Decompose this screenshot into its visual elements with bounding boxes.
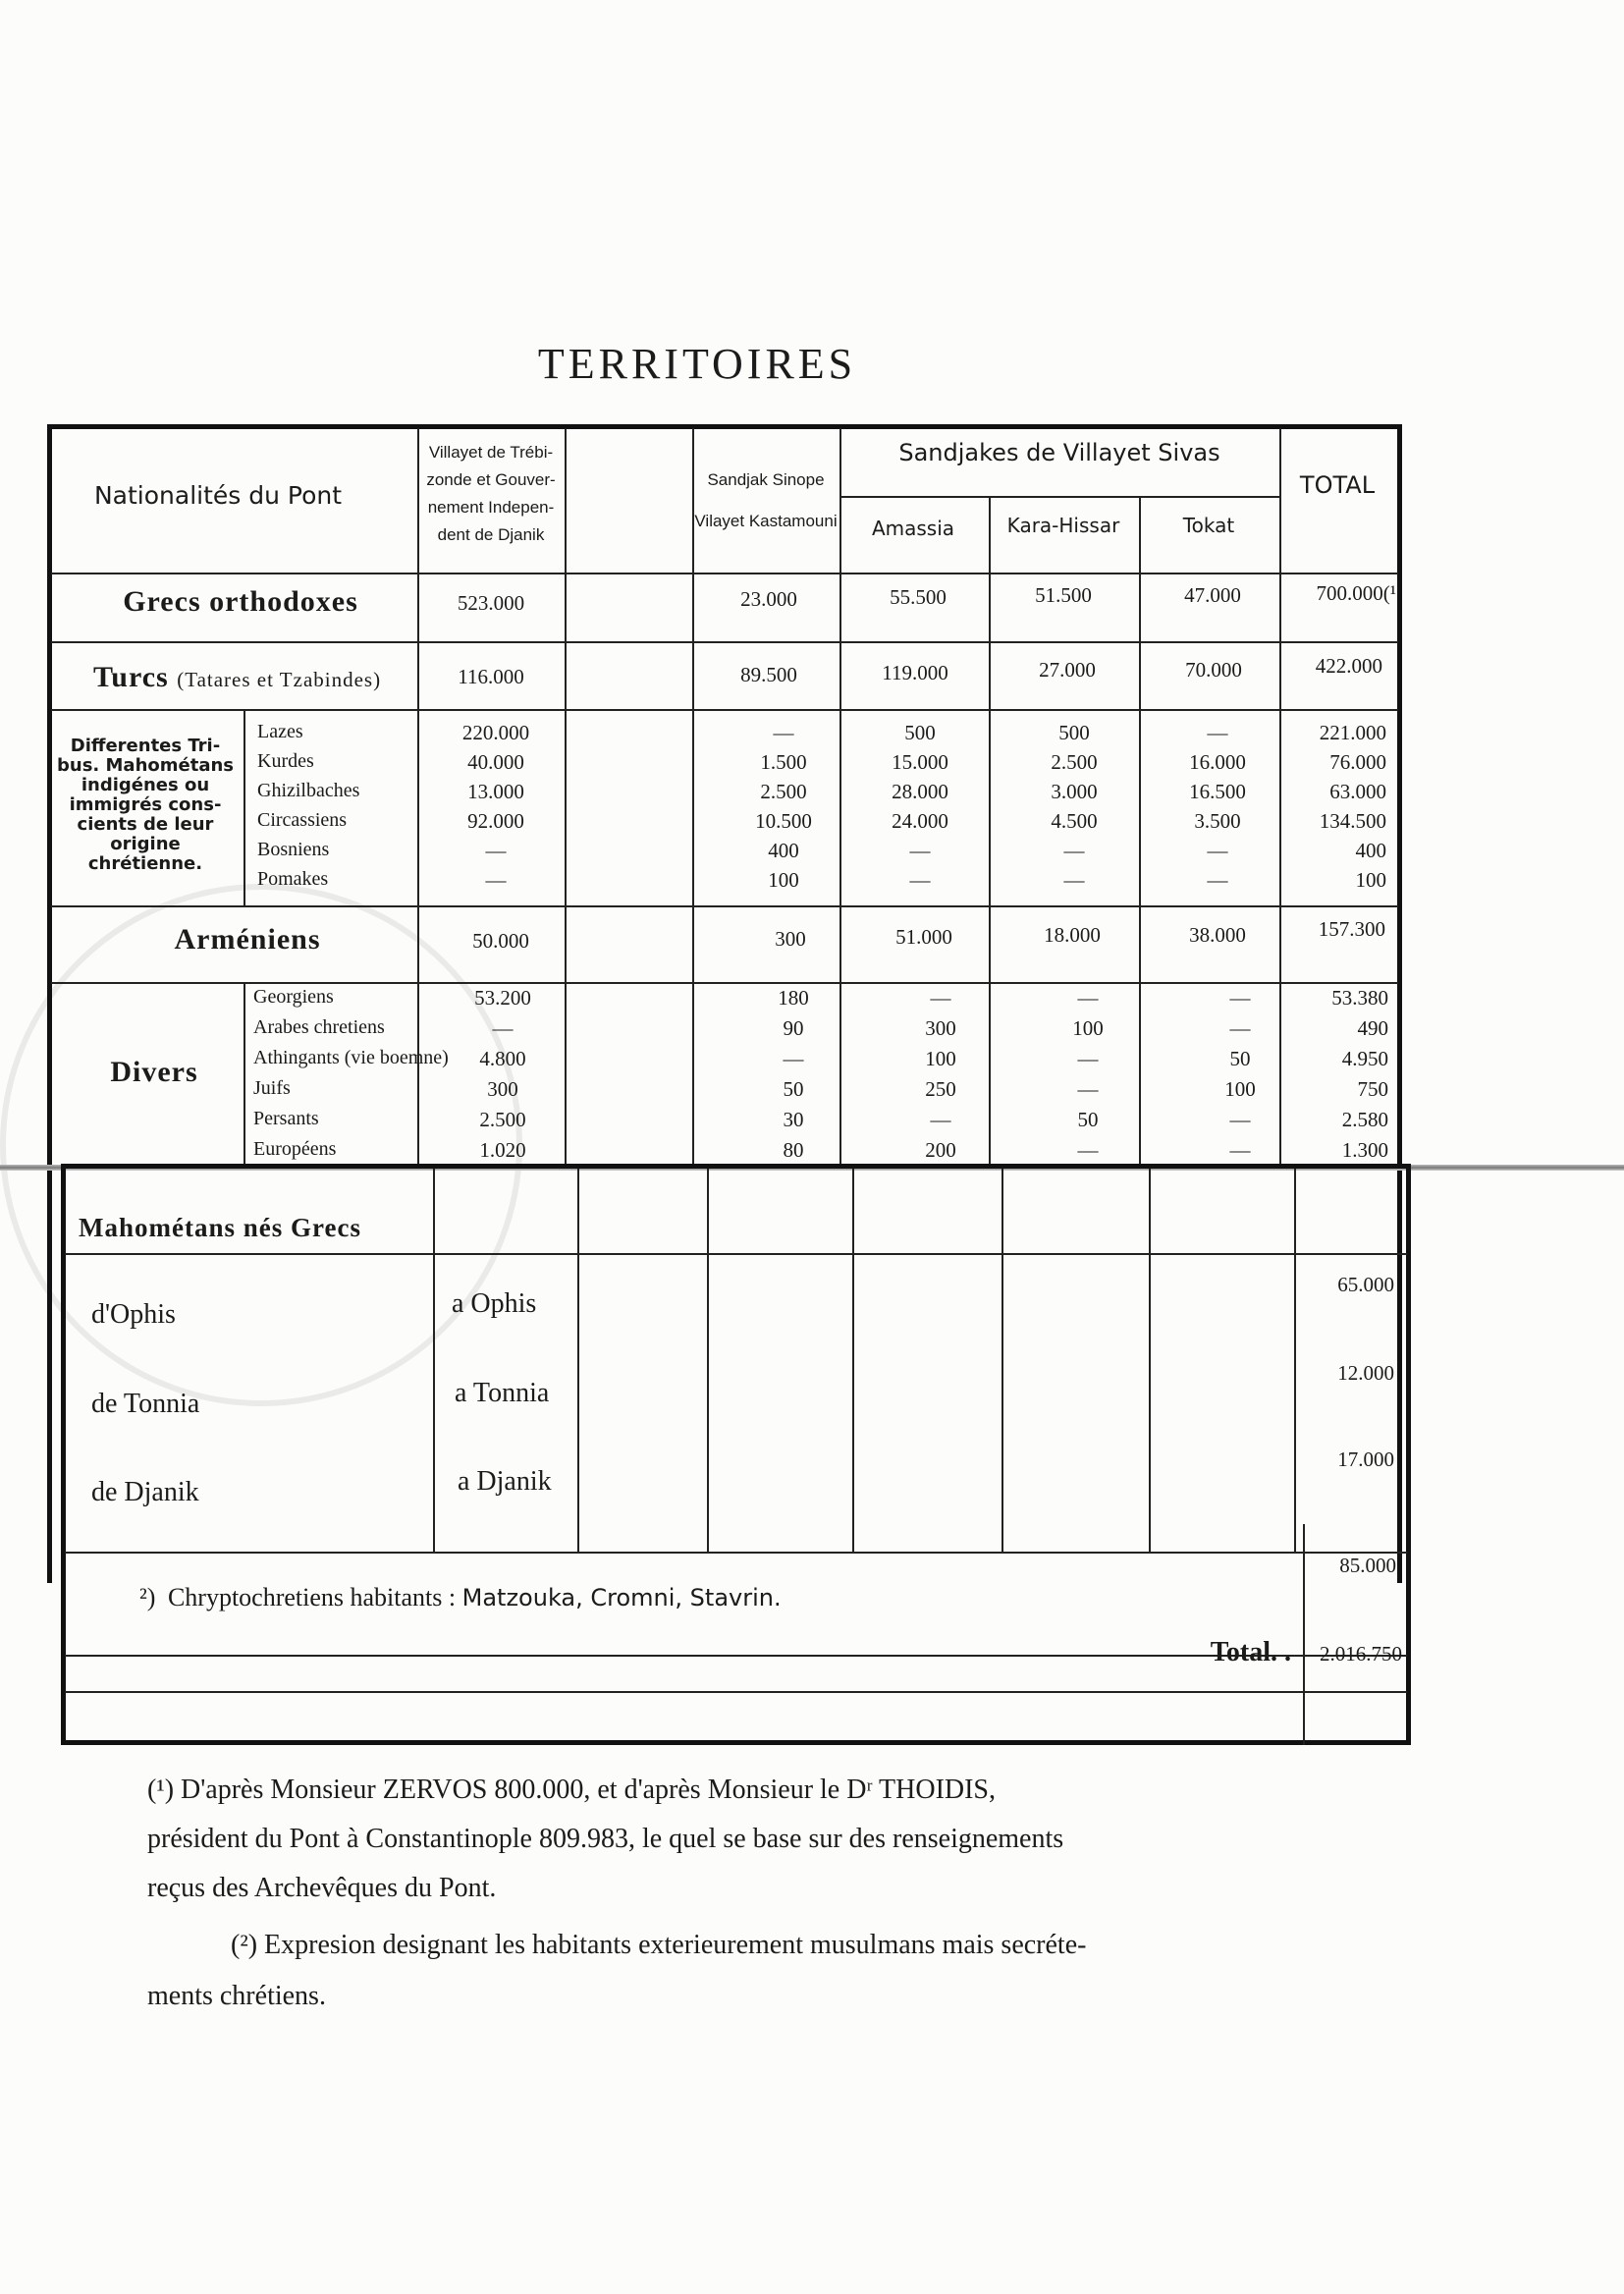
sub-row-label: Pomakes	[257, 868, 329, 890]
row-divider	[51, 709, 1398, 711]
sub-row-label: Kurdes	[257, 750, 314, 772]
sub-row-label: Ghizilbaches	[257, 780, 360, 801]
cell-value: 2.500	[760, 780, 807, 803]
cell-value: 500	[904, 721, 936, 744]
row-label-tribus: Differentes Tri- bus. Mahométans indigénes ou immigrés cons- cients de leur origine chrétienne.	[57, 736, 234, 874]
cell-total: 65.000	[1337, 1273, 1394, 1296]
footnote-2: (²) Expresion designant les habitants exterieurement musulmans mais secréte-	[231, 1930, 1087, 1960]
cell-value: 523.000	[457, 591, 525, 615]
cell-total: 490	[1357, 1016, 1388, 1040]
cell-value: —	[1077, 1047, 1099, 1070]
header-karahissar: Kara-Hissar	[1006, 514, 1120, 537]
sub-row-label: Juifs	[253, 1077, 291, 1099]
cell-value: —	[1229, 1016, 1251, 1040]
cell-value: 119.000	[882, 661, 948, 684]
cell-value: 92.000	[467, 809, 524, 833]
row-label-armeniens: Arméniens	[174, 923, 321, 956]
cell-value: 53.200	[474, 986, 531, 1010]
sub-row-label: Athingants (vie boemne)	[253, 1047, 449, 1068]
grand-total-label: Total. .	[1210, 1637, 1291, 1667]
col-divider	[433, 1169, 435, 1552]
cell-value: 100	[768, 868, 799, 892]
cell-total: 2.580	[1341, 1108, 1388, 1131]
row-divider	[65, 1655, 1407, 1657]
sub-row-label: Circassiens	[257, 809, 348, 831]
mahometans-to: a Tonnia	[455, 1378, 550, 1408]
row-divider	[51, 982, 1398, 984]
col-divider	[1001, 1169, 1003, 1552]
sub-row-label: Européens	[253, 1138, 337, 1160]
footnote-2-cont: ments chrétiens.	[147, 1981, 326, 2011]
col-divider	[1294, 1169, 1296, 1552]
cell-value: —	[1229, 1108, 1251, 1131]
col-divider	[839, 428, 841, 1165]
cell-value: 50	[1229, 1047, 1251, 1070]
header-trebizonde: Villayet de Trébi- zonde et Gouver- nement Indepen- dent de Djanik	[426, 443, 556, 544]
cell-value: —	[1207, 839, 1228, 862]
cell-value: 50	[1077, 1108, 1099, 1131]
col-divider	[244, 709, 245, 905]
col-divider	[565, 428, 567, 1165]
cell-value: —	[1077, 1138, 1099, 1162]
cell-value: 1.500	[760, 750, 807, 774]
footnote-1: (¹) D'après Monsieur ZERVOS 800.000, et d'après Monsieur le Dʳ THOIDIS,	[147, 1775, 997, 1805]
row-divider	[51, 573, 1398, 574]
cell-total: 750	[1357, 1077, 1388, 1101]
mahometans-heading: Mahométans nés Grecs	[79, 1213, 361, 1242]
cell-value: 38.000	[1189, 923, 1246, 947]
cell-value: 70.000	[1185, 658, 1242, 682]
cell-value: 220.000	[461, 721, 530, 744]
cell-value: 400	[768, 839, 799, 862]
cell-value: 16.500	[1189, 780, 1246, 803]
cell-value: 3.500	[1194, 809, 1241, 833]
row-label-turcs: Turcs (Tatares et Tzabindes)	[93, 661, 382, 693]
cell-value: —	[1063, 868, 1085, 892]
cell-value: —	[930, 1108, 951, 1131]
cell-value: —	[1229, 1138, 1251, 1162]
cell-total: 422.000	[1315, 654, 1382, 678]
col-divider	[244, 982, 245, 1165]
cell-total: 85.000	[1339, 1554, 1396, 1577]
mahometans-from: de Djanik	[91, 1477, 199, 1507]
row-label-grecs: Grecs orthodoxes	[123, 585, 358, 618]
cell-value: —	[1207, 868, 1228, 892]
col-divider	[707, 1169, 709, 1552]
cell-value: 24.000	[892, 809, 948, 833]
cell-value: 200	[925, 1138, 956, 1162]
mahometans-to: a Djanik	[458, 1466, 552, 1497]
col-divider	[1279, 428, 1281, 1165]
row-divider	[65, 1552, 1407, 1554]
cell-total: 4.950	[1341, 1047, 1388, 1070]
chrypto-row: ²) Chryptochretiens habitants : Matzouka, Cromni, Stavrin.	[139, 1583, 782, 1611]
header-sivas-group: Sandjakes de Villayet Sivas	[898, 439, 1220, 466]
cell-value: —	[1077, 1077, 1099, 1101]
footnote-1-cont: président du Pont à Constantinople 809.983, le quel se base sur des renseignements	[147, 1824, 1064, 1854]
cell-value: 16.000	[1189, 750, 1246, 774]
row-divider	[51, 641, 1398, 643]
col-divider	[1149, 1169, 1151, 1552]
cell-value: 3.000	[1051, 780, 1098, 803]
header-total: TOTAL	[1299, 471, 1376, 499]
cell-value: 15.000	[892, 750, 948, 774]
cell-value: —	[783, 1047, 804, 1070]
cell-value: 27.000	[1039, 658, 1096, 682]
cell-value: 23.000	[740, 587, 797, 611]
col-divider	[989, 496, 991, 1165]
cell-value: 80	[783, 1138, 804, 1162]
mahometans-table	[61, 1164, 1411, 1745]
sub-row-label: Arabes chretiens	[253, 1016, 385, 1038]
mahometans-from: de Tonnia	[91, 1389, 200, 1419]
cell-value: 18.000	[1044, 923, 1101, 947]
cell-value: —	[492, 1016, 514, 1040]
cell-total: 157.300	[1318, 917, 1385, 941]
cell-value: 100	[925, 1047, 956, 1070]
grand-total-value: 2.016.750	[1320, 1642, 1402, 1666]
cell-value: 51.000	[895, 925, 952, 949]
cell-value: 40.000	[467, 750, 524, 774]
cell-total: 700.000(¹	[1316, 581, 1396, 605]
row-label-divers: Divers	[110, 1056, 198, 1088]
sub-row-label: Persants	[253, 1108, 319, 1129]
col-divider	[1139, 496, 1141, 1165]
cell-value: 47.000	[1184, 583, 1241, 607]
cell-total: 134.500	[1319, 809, 1386, 833]
cell-value: —	[909, 839, 931, 862]
cell-value: 100	[1224, 1077, 1256, 1101]
cell-value: 300	[925, 1016, 956, 1040]
header-sinope: Sandjak Sinope Vilayet Kastamouni	[694, 470, 838, 530]
cell-value: 51.500	[1035, 583, 1092, 607]
cell-value: —	[930, 986, 951, 1010]
row-divider	[65, 1691, 1407, 1693]
cell-value: 180	[778, 986, 809, 1010]
cell-value: 90	[783, 1016, 804, 1040]
row-divider	[51, 905, 1398, 907]
mahometans-to: a Ophis	[452, 1288, 537, 1319]
cell-value: 100	[1072, 1016, 1104, 1040]
mahometans-from: d'Ophis	[91, 1299, 176, 1330]
cell-value: 2.500	[479, 1108, 526, 1131]
cell-value: 55.500	[890, 585, 947, 609]
cell-total: 76.000	[1329, 750, 1386, 774]
cell-value: 10.500	[755, 809, 812, 833]
sub-row-label: Georgiens	[253, 986, 334, 1008]
col-divider	[852, 1169, 854, 1552]
cell-total: 17.000	[1337, 1447, 1394, 1471]
row-divider	[841, 496, 1279, 498]
cell-total: 12.000	[1337, 1361, 1394, 1385]
cell-total: 100	[1355, 868, 1386, 892]
col-divider	[1303, 1524, 1305, 1745]
header-amassia: Amassia	[871, 517, 955, 540]
cell-value: 13.000	[467, 780, 524, 803]
cell-value: 300	[775, 927, 806, 951]
header-nationalites: Nationalités du Pont	[93, 481, 343, 510]
page-title: TERRITOIRES	[537, 340, 857, 388]
cell-value: 4.500	[1051, 809, 1098, 833]
cell-value: —	[909, 868, 931, 892]
cell-value: 50	[783, 1077, 804, 1101]
cell-value: 2.500	[1051, 750, 1098, 774]
cell-total: 400	[1355, 839, 1386, 862]
cell-total: 63.000	[1329, 780, 1386, 803]
cell-value: 30	[783, 1108, 804, 1131]
cell-value: 500	[1058, 721, 1090, 744]
cell-value: —	[1207, 721, 1228, 744]
cell-value: 28.000	[892, 780, 948, 803]
cell-value: —	[1229, 986, 1251, 1010]
cell-total: 53.380	[1331, 986, 1388, 1010]
cell-value: 116.000	[458, 665, 524, 688]
cell-value: 89.500	[740, 663, 797, 686]
cell-total: 221.000	[1319, 721, 1386, 744]
footnote-1-cont: reçus des Archevêques du Pont.	[147, 1873, 497, 1903]
cell-value: —	[485, 839, 507, 862]
cell-value: —	[1077, 986, 1099, 1010]
header-tokat: Tokat	[1182, 514, 1235, 537]
row-divider	[65, 1253, 1407, 1255]
cell-value: —	[1063, 839, 1085, 862]
cell-total: 1.300	[1341, 1138, 1388, 1162]
cell-value: 250	[925, 1077, 956, 1101]
sub-row-label: Bosniens	[257, 839, 330, 860]
cell-value: 50.000	[472, 929, 529, 953]
cell-value: 1.020	[479, 1138, 526, 1162]
cell-value: —	[485, 868, 507, 892]
cell-value: 4.800	[479, 1047, 526, 1070]
cell-value: 300	[487, 1077, 518, 1101]
cell-value: —	[773, 721, 794, 744]
sub-row-label: Lazes	[257, 721, 303, 742]
col-divider	[577, 1169, 579, 1552]
